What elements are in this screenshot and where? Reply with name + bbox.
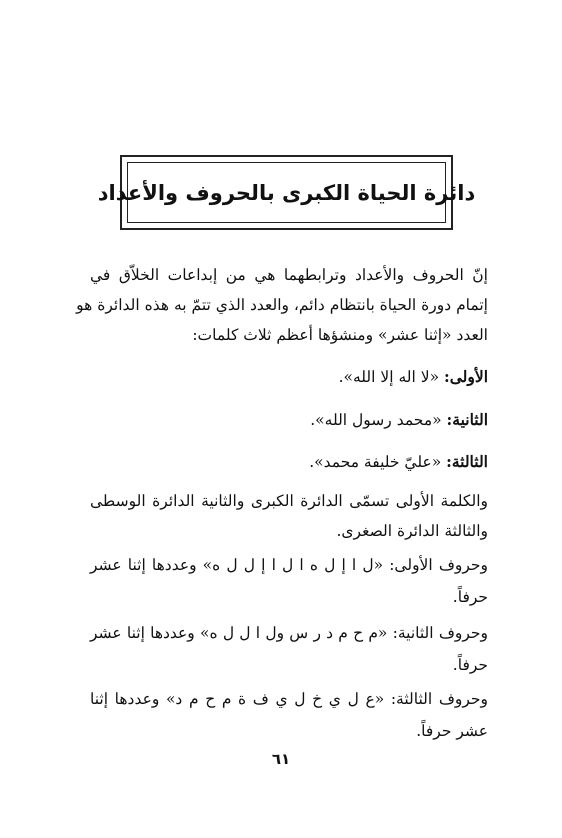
second-word-line [310,408,488,432]
letters-first-line-2: حرفاً. [452,588,488,606]
first-word-text: «لا اله إلا الله». [338,368,440,386]
title-frame-inner [97,162,476,223]
first-word-line [339,365,488,389]
letters-second-line-2: حرفاً. [452,656,488,674]
second-word-text: «محمد رسول الله». [310,411,442,429]
third-word-text: «عليّ خليفة محمد». [309,453,442,471]
letters-third-line-2: عشر حرفاً. [416,722,488,740]
circles-line-1: والكلمة الأولى تسمّى الدائرة الكبرى والثانية الدائرة الوسطى [90,492,488,510]
third-word-line [309,450,488,474]
title-frame [97,155,476,230]
circles-line-2: والثالثة الدائرة الصغرى. [336,522,488,540]
second-word-label: الثانية: [446,410,488,429]
letters-first-line-1: وحروف الأولى: «ل ا إ ل ه ا ل ا إ ل ل ه» وعددها إثنا عشر [90,556,488,574]
intro-line-1: إنّ الحروف والأعداد وترابطهما هي من إبداعات الخلاّق في [90,266,488,284]
page-number: ٦١ [271,750,291,768]
letters-third-line-1: وحروف الثالثة: «ع ل ي خ ل ي ف ة م ح م د» وعددها إثنا [90,690,488,708]
intro-line-2: إتمام دورة الحياة بانتظام دائم، والعدد الذي تتمّ به هذه الدائرة هو [76,296,488,314]
intro-line-3: العدد «إثنا عشر» ومنشؤها أعظم ثلاث كلمات: [192,326,488,344]
first-word-label: الأولى: [444,367,488,386]
letters-second-line-1: وحروف الثانية: «م ح م د ر س ول ا ل ل ه» وعددها إثنا عشر [90,624,488,642]
chapter-title: دائرة الحياة الكبرى بالحروف والأعداد [97,180,476,205]
third-word-label: الثالثة: [446,452,488,471]
